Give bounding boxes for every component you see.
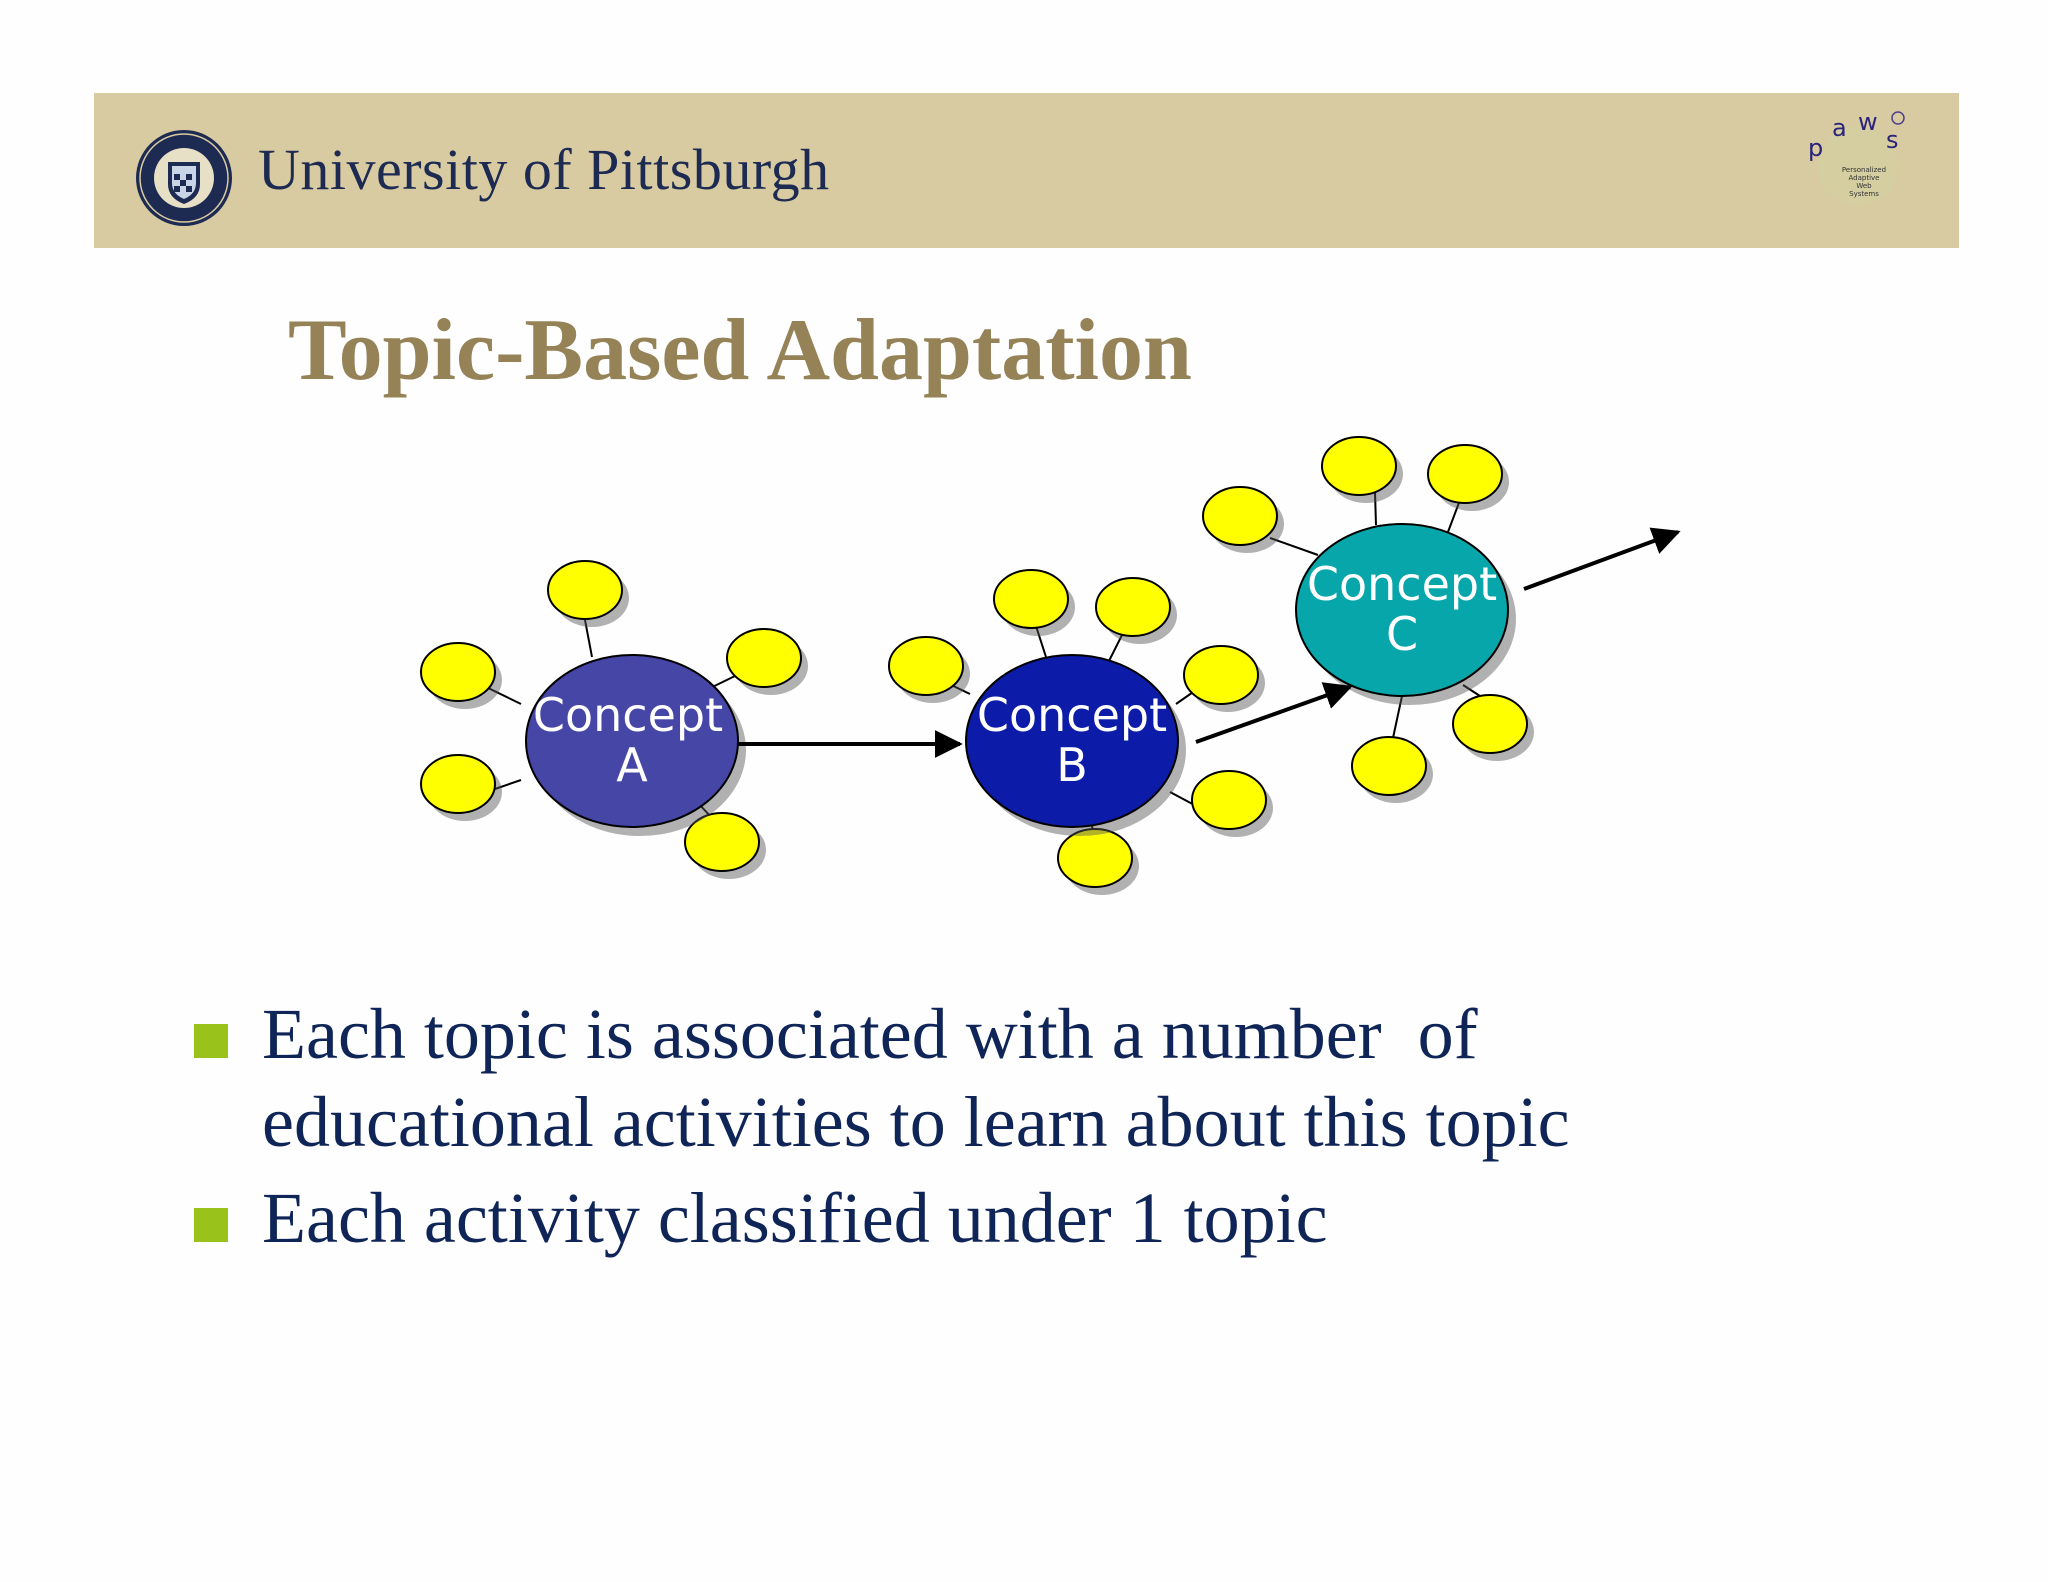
activity-node — [1203, 487, 1277, 545]
paws-letter-p: p — [1808, 134, 1824, 162]
activity-node — [994, 570, 1068, 628]
activity-node — [1428, 445, 1502, 503]
activity-node — [1352, 737, 1426, 795]
activity-node — [421, 755, 495, 813]
activity-node — [548, 561, 622, 619]
concept-a-label-line2: A — [616, 738, 648, 792]
concept-a-label-line1: Concept — [532, 688, 724, 742]
activity-node — [1322, 437, 1396, 495]
bullet-square-icon — [194, 1208, 228, 1242]
bullet-square-icon — [194, 1024, 228, 1058]
paws-tagline-3: Web — [1856, 182, 1872, 190]
activity-node — [889, 637, 963, 695]
activity-node — [1184, 646, 1258, 704]
bullet-item — [190, 990, 1890, 1166]
concept-c-label-line2: C — [1385, 607, 1419, 661]
bullet-list — [190, 990, 1890, 1270]
concept-b-label-line1: Concept — [976, 688, 1168, 742]
activity-node — [1096, 578, 1170, 636]
concept-b-label-line2: B — [1056, 738, 1088, 792]
bullet-text: Each activity classified under 1 topic — [262, 1178, 1328, 1258]
paws-tagline-4: Systems — [1849, 190, 1879, 198]
activity-node — [1192, 771, 1266, 829]
activity-node — [1058, 829, 1132, 887]
activity-node — [421, 643, 495, 701]
university-name: University of Pittsburgh — [258, 137, 830, 202]
paws-letter-s: s — [1886, 126, 1899, 154]
paws-tagline-1: Personalized — [1841, 166, 1887, 174]
slide-title: Topic-Based Adaptation — [288, 302, 1192, 399]
concept-a-group — [421, 561, 808, 879]
concept-c-label-line1: Concept — [1306, 557, 1498, 611]
paws-tagline-2: Adaptive — [1848, 174, 1880, 182]
concept-c-group — [1203, 437, 1534, 803]
concept-b-group — [889, 570, 1273, 895]
edge-c-to-next — [1524, 532, 1678, 589]
activity-node — [727, 629, 801, 687]
activity-node — [1453, 695, 1527, 753]
bullet-text: Each topic is associated with a number of educational activities to learn about this topic — [262, 994, 1570, 1162]
bullet-item — [190, 1174, 1890, 1262]
paws-letter-a: a — [1832, 114, 1847, 142]
paws-letter-w: w — [1858, 108, 1878, 136]
